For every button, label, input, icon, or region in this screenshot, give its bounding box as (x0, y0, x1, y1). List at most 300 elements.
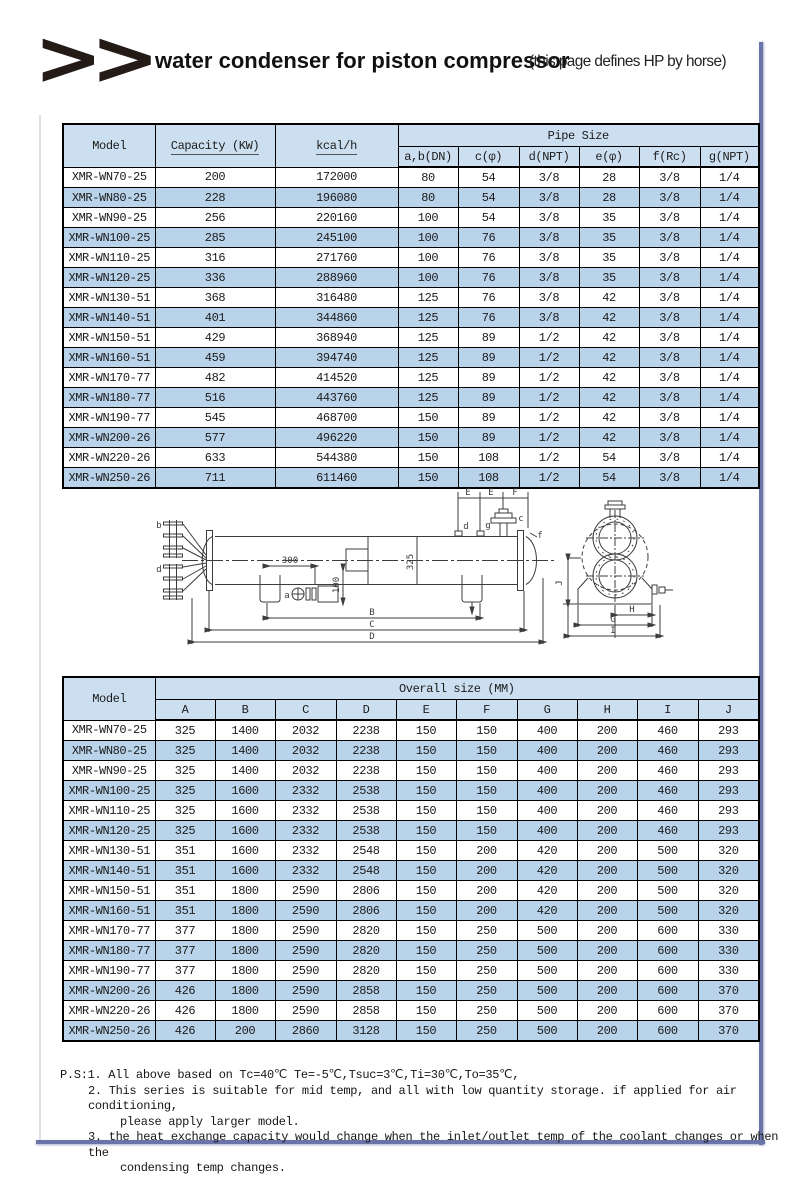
value-cell: 500 (637, 901, 698, 921)
footnotes (60, 1068, 800, 1177)
value-cell: 150 (396, 761, 456, 781)
value-cell: 600 (637, 961, 698, 981)
value-cell: 196080 (275, 188, 398, 208)
model-cell: XMR-WN100-25 (63, 228, 155, 248)
model-cell: XMR-WN190-77 (63, 408, 155, 428)
model-cell: XMR-WN250-26 (63, 1021, 155, 1042)
value-cell: 54 (579, 468, 639, 489)
label-nozzle-b: b (156, 521, 162, 531)
value-cell: 426 (155, 1021, 215, 1042)
value-cell: 150 (456, 821, 517, 841)
value-cell: 150 (456, 761, 517, 781)
value-cell: 108 (458, 468, 519, 489)
value-cell: 351 (155, 881, 215, 901)
value-cell: 150 (396, 901, 456, 921)
value-cell: 125 (398, 368, 458, 388)
value-cell: 1/4 (700, 388, 759, 408)
table-row (63, 741, 759, 761)
value-cell: 150 (396, 821, 456, 841)
value-cell: 3/8 (639, 468, 700, 489)
value-cell: 150 (396, 781, 456, 801)
value-cell: 500 (637, 861, 698, 881)
value-cell: 2332 (275, 801, 336, 821)
table-row (63, 288, 759, 308)
value-cell: 711 (155, 468, 275, 489)
value-cell: 2032 (275, 741, 336, 761)
value-cell: 370 (698, 1001, 759, 1021)
value-cell: 2238 (336, 741, 396, 761)
col-header-kcal: kcal/h (275, 124, 398, 167)
value-cell: 2238 (336, 761, 396, 781)
value-cell: 500 (517, 921, 577, 941)
value-cell: 1600 (215, 861, 275, 881)
value-cell: 200 (577, 720, 637, 741)
sub-header-f: F (456, 700, 517, 721)
model-cell: XMR-WN100-25 (63, 781, 155, 801)
value-cell: 2858 (336, 981, 396, 1001)
value-cell: 2806 (336, 881, 396, 901)
value-cell: 1800 (215, 881, 275, 901)
value-cell: 54 (458, 188, 519, 208)
footnote-line: 3. the heat exchange capacity would change when the inlet/outlet temp of the coolant changes or when the (88, 1130, 779, 1160)
value-cell: 2032 (275, 761, 336, 781)
value-cell: 3/8 (519, 288, 579, 308)
sub-header-a: A (155, 700, 215, 721)
value-cell: 325 (155, 720, 215, 741)
value-cell: 1/4 (700, 468, 759, 489)
value-cell: 3/8 (519, 167, 579, 188)
col-header-capacity: Capacity (KW) (155, 124, 275, 167)
table-row (63, 861, 759, 881)
value-cell: 1/4 (700, 288, 759, 308)
value-cell: 400 (517, 781, 577, 801)
label-dim-e2: E (488, 488, 494, 498)
value-cell: 250 (456, 941, 517, 961)
model-cell: XMR-WN110-25 (63, 248, 155, 268)
value-cell: 368940 (275, 328, 398, 348)
value-cell: 1400 (215, 741, 275, 761)
value-cell: 1800 (215, 901, 275, 921)
table-row (63, 248, 759, 268)
table-row (63, 167, 759, 188)
value-cell: 100 (398, 228, 458, 248)
value-cell: 150 (396, 861, 456, 881)
sub-header-d-npt: d(NPT) (519, 147, 579, 168)
value-cell: 600 (637, 1001, 698, 1021)
value-cell: 42 (579, 348, 639, 368)
sub-header-b: B (215, 700, 275, 721)
sub-header-i: I (637, 700, 698, 721)
value-cell: 500 (517, 941, 577, 961)
model-cell: XMR-WN160-51 (63, 901, 155, 921)
value-cell: 76 (458, 288, 519, 308)
value-cell: 2860 (275, 1021, 336, 1042)
label-valve-c: c (518, 514, 524, 524)
value-cell: 1/4 (700, 328, 759, 348)
model-cell: XMR-WN120-25 (63, 268, 155, 288)
label-dim-j: J (555, 580, 565, 586)
value-cell: 500 (517, 961, 577, 981)
value-cell: 545 (155, 408, 275, 428)
value-cell: 200 (155, 167, 275, 188)
end-view (563, 501, 673, 638)
value-cell: 3/8 (519, 308, 579, 328)
table-row (63, 328, 759, 348)
value-cell: 42 (579, 388, 639, 408)
table-row (63, 961, 759, 981)
value-cell: 89 (458, 408, 519, 428)
value-cell: 325 (155, 781, 215, 801)
value-cell: 3/8 (639, 348, 700, 368)
value-cell: 1/2 (519, 468, 579, 489)
value-cell: 426 (155, 981, 215, 1001)
value-cell: 80 (398, 188, 458, 208)
value-cell: 200 (577, 1001, 637, 1021)
group-header-overall-size: Overall size (MM) (155, 677, 759, 700)
model-cell: XMR-WN150-51 (63, 881, 155, 901)
value-cell: 150 (396, 720, 456, 741)
value-cell: 1/4 (700, 167, 759, 188)
model-cell: XMR-WN150-51 (63, 328, 155, 348)
table-row (63, 228, 759, 248)
sub-header-ab-dn: a,b(DN) (398, 147, 458, 168)
side-view (164, 492, 558, 644)
value-cell: 250 (456, 1001, 517, 1021)
value-cell: 1/4 (700, 308, 759, 328)
value-cell: 420 (517, 901, 577, 921)
value-cell: 150 (396, 841, 456, 861)
footnote-line: 2. This series is suitable for mid temp, and all with low quantity storage. if applied for air conditioning, (88, 1083, 737, 1113)
value-cell: 1800 (215, 961, 275, 981)
sub-header-d: D (336, 700, 396, 721)
value-cell: 89 (458, 348, 519, 368)
value-cell: 400 (517, 741, 577, 761)
value-cell: 3/8 (639, 288, 700, 308)
value-cell: 3/8 (639, 167, 700, 188)
value-cell: 500 (517, 1021, 577, 1042)
page-border-left (39, 115, 41, 1140)
value-cell: 228 (155, 188, 275, 208)
value-cell: 200 (577, 881, 637, 901)
table-row (63, 881, 759, 901)
table-row (63, 1001, 759, 1021)
value-cell: 150 (396, 921, 456, 941)
model-cell: XMR-WN220-26 (63, 448, 155, 468)
value-cell: 200 (577, 761, 637, 781)
value-cell: 426 (155, 1001, 215, 1021)
value-cell: 400 (517, 801, 577, 821)
col-header-model: Model (63, 677, 155, 720)
value-cell: 459 (155, 348, 275, 368)
value-cell: 377 (155, 941, 215, 961)
value-cell: 2590 (275, 901, 336, 921)
model-cell: XMR-WN90-25 (63, 208, 155, 228)
value-cell: 370 (698, 1021, 759, 1042)
value-cell: 3/8 (639, 268, 700, 288)
model-cell: XMR-WN200-26 (63, 428, 155, 448)
value-cell: 401 (155, 308, 275, 328)
value-cell: 285 (155, 228, 275, 248)
value-cell: 2032 (275, 720, 336, 741)
value-cell: 2332 (275, 781, 336, 801)
value-cell: 325 (155, 801, 215, 821)
value-cell: 2590 (275, 961, 336, 981)
value-cell: 150 (398, 468, 458, 489)
value-cell: 351 (155, 861, 215, 881)
value-cell: 150 (398, 428, 458, 448)
model-cell: XMR-WN160-51 (63, 348, 155, 368)
table-row (63, 801, 759, 821)
table-row (63, 348, 759, 368)
value-cell: 1400 (215, 720, 275, 741)
value-cell: 330 (698, 941, 759, 961)
value-cell: 89 (458, 428, 519, 448)
value-cell: 2332 (275, 861, 336, 881)
table-row (63, 428, 759, 448)
table-row (63, 388, 759, 408)
value-cell: 76 (458, 248, 519, 268)
sub-header-c: C (275, 700, 336, 721)
model-cell: XMR-WN120-25 (63, 821, 155, 841)
value-cell: 2548 (336, 841, 396, 861)
value-cell: 351 (155, 841, 215, 861)
value-cell: 150 (398, 448, 458, 468)
value-cell: 1400 (215, 761, 275, 781)
value-cell: 3/8 (519, 248, 579, 268)
table-row (63, 781, 759, 801)
value-cell: 35 (579, 228, 639, 248)
value-cell: 293 (698, 720, 759, 741)
value-cell: 100 (398, 268, 458, 288)
value-cell: 150 (396, 881, 456, 901)
model-cell: XMR-WN70-25 (63, 167, 155, 188)
table-row (63, 821, 759, 841)
value-cell: 150 (398, 408, 458, 428)
table-row (63, 901, 759, 921)
value-cell: 500 (637, 881, 698, 901)
value-cell: 330 (698, 921, 759, 941)
value-cell: 336 (155, 268, 275, 288)
value-cell: 89 (458, 328, 519, 348)
table-row (63, 981, 759, 1001)
value-cell: 1/2 (519, 448, 579, 468)
value-cell: 1/4 (700, 408, 759, 428)
label-dim-i: I (610, 626, 616, 636)
value-cell: 600 (637, 1021, 698, 1042)
value-cell: 330 (698, 961, 759, 981)
value-cell: 443760 (275, 388, 398, 408)
value-cell: 1800 (215, 1001, 275, 1021)
value-cell: 125 (398, 328, 458, 348)
label-dim-f: F (512, 488, 518, 498)
chevron-icon: >> (34, 14, 148, 103)
value-cell: 3/8 (519, 188, 579, 208)
group-header-pipe-size: Pipe Size (398, 124, 759, 147)
value-cell: 1600 (215, 841, 275, 861)
value-cell: 54 (458, 208, 519, 228)
value-cell: 429 (155, 328, 275, 348)
value-cell: 2590 (275, 941, 336, 961)
value-cell: 316 (155, 248, 275, 268)
value-cell: 500 (517, 981, 577, 1001)
value-cell: 76 (458, 268, 519, 288)
value-cell: 414520 (275, 368, 398, 388)
value-cell: 420 (517, 861, 577, 881)
value-cell: 500 (517, 1001, 577, 1021)
value-cell: 1/4 (700, 448, 759, 468)
value-cell: 150 (396, 941, 456, 961)
model-cell: XMR-WN130-51 (63, 288, 155, 308)
label-valve-a: a (284, 591, 290, 601)
value-cell: 325 (155, 761, 215, 781)
value-cell: 42 (579, 408, 639, 428)
value-cell: 1/4 (700, 268, 759, 288)
value-cell: 2238 (336, 720, 396, 741)
value-cell: 42 (579, 368, 639, 388)
label-dim-d: D (369, 632, 375, 642)
value-cell: 400 (517, 720, 577, 741)
value-cell: 54 (458, 167, 519, 188)
value-cell: 600 (637, 921, 698, 941)
value-cell: 1/4 (700, 428, 759, 448)
value-cell: 35 (579, 248, 639, 268)
table-row (63, 188, 759, 208)
table-row (63, 841, 759, 861)
label-dim-b: B (369, 608, 375, 618)
pipe-size-table (62, 123, 760, 489)
sub-header-j: J (698, 700, 759, 721)
value-cell: 89 (458, 388, 519, 408)
value-cell: 150 (456, 801, 517, 821)
sub-header-f-rc: f(Rc) (639, 147, 700, 168)
value-cell: 460 (637, 801, 698, 821)
value-cell: 3128 (336, 1021, 396, 1042)
value-cell: 320 (698, 841, 759, 861)
table-row (63, 368, 759, 388)
label-dim-100: 100 (332, 576, 342, 594)
value-cell: 293 (698, 821, 759, 841)
value-cell: 28 (579, 167, 639, 188)
value-cell: 150 (396, 801, 456, 821)
value-cell: 100 (398, 248, 458, 268)
value-cell: 3/8 (519, 208, 579, 228)
value-cell: 400 (517, 821, 577, 841)
value-cell: 611460 (275, 468, 398, 489)
model-cell: XMR-WN110-25 (63, 801, 155, 821)
model-cell: XMR-WN180-77 (63, 941, 155, 961)
value-cell: 89 (458, 368, 519, 388)
value-cell: 544380 (275, 448, 398, 468)
table-row (63, 308, 759, 328)
model-cell: XMR-WN80-25 (63, 188, 155, 208)
technical-drawing (60, 478, 760, 674)
value-cell: 200 (577, 741, 637, 761)
table-row (63, 941, 759, 961)
table-row (63, 208, 759, 228)
value-cell: 3/8 (639, 308, 700, 328)
col-header-model: Model (63, 124, 155, 167)
sub-header-h: H (577, 700, 637, 721)
page-subtitle: (this page defines HP by horse) (529, 53, 727, 70)
value-cell: 150 (456, 720, 517, 741)
model-cell: XMR-WN250-26 (63, 468, 155, 489)
value-cell: 271760 (275, 248, 398, 268)
value-cell: 250 (456, 981, 517, 1001)
value-cell: 351 (155, 901, 215, 921)
value-cell: 320 (698, 901, 759, 921)
value-cell: 42 (579, 328, 639, 348)
value-cell: 1/4 (700, 208, 759, 228)
value-cell: 172000 (275, 167, 398, 188)
value-cell: 600 (637, 941, 698, 961)
value-cell: 460 (637, 781, 698, 801)
value-cell: 125 (398, 288, 458, 308)
table-row (63, 921, 759, 941)
value-cell: 1/2 (519, 368, 579, 388)
value-cell: 2538 (336, 801, 396, 821)
value-cell: 2858 (336, 1001, 396, 1021)
value-cell: 3/8 (639, 228, 700, 248)
label-nozzle-d-left: d (156, 565, 162, 575)
label-nozzle-g: g (485, 521, 491, 531)
value-cell: 220160 (275, 208, 398, 228)
value-cell: 2820 (336, 941, 396, 961)
value-cell: 377 (155, 961, 215, 981)
value-cell: 28 (579, 188, 639, 208)
value-cell: 256 (155, 208, 275, 228)
value-cell: 54 (579, 448, 639, 468)
value-cell: 2332 (275, 821, 336, 841)
value-cell: 577 (155, 428, 275, 448)
value-cell: 42 (579, 428, 639, 448)
footnote-line: please apply larger model. (120, 1114, 300, 1129)
value-cell: 3/8 (639, 388, 700, 408)
value-cell: 1800 (215, 941, 275, 961)
value-cell: 42 (579, 288, 639, 308)
model-cell: XMR-WN170-77 (63, 921, 155, 941)
value-cell: 1800 (215, 921, 275, 941)
value-cell: 125 (398, 388, 458, 408)
value-cell: 35 (579, 208, 639, 228)
value-cell: 200 (577, 841, 637, 861)
value-cell: 420 (517, 841, 577, 861)
value-cell: 320 (698, 881, 759, 901)
value-cell: 200 (215, 1021, 275, 1042)
value-cell: 125 (398, 308, 458, 328)
value-cell: 460 (637, 761, 698, 781)
value-cell: 1/4 (700, 248, 759, 268)
value-cell: 150 (396, 961, 456, 981)
value-cell: 1/2 (519, 348, 579, 368)
value-cell: 150 (396, 1021, 456, 1042)
value-cell: 1/2 (519, 388, 579, 408)
value-cell: 2806 (336, 901, 396, 921)
value-cell: 3/8 (639, 448, 700, 468)
sub-header-e-phi: e(φ) (579, 147, 639, 168)
label-dim-325: 325 (406, 553, 416, 571)
value-cell: 293 (698, 741, 759, 761)
value-cell: 3/8 (519, 228, 579, 248)
value-cell: 150 (396, 741, 456, 761)
value-cell: 2590 (275, 981, 336, 1001)
value-cell: 200 (577, 901, 637, 921)
value-cell: 633 (155, 448, 275, 468)
value-cell: 3/8 (639, 248, 700, 268)
value-cell: 250 (456, 1021, 517, 1042)
value-cell: 200 (577, 861, 637, 881)
value-cell: 1/4 (700, 348, 759, 368)
value-cell: 250 (456, 921, 517, 941)
